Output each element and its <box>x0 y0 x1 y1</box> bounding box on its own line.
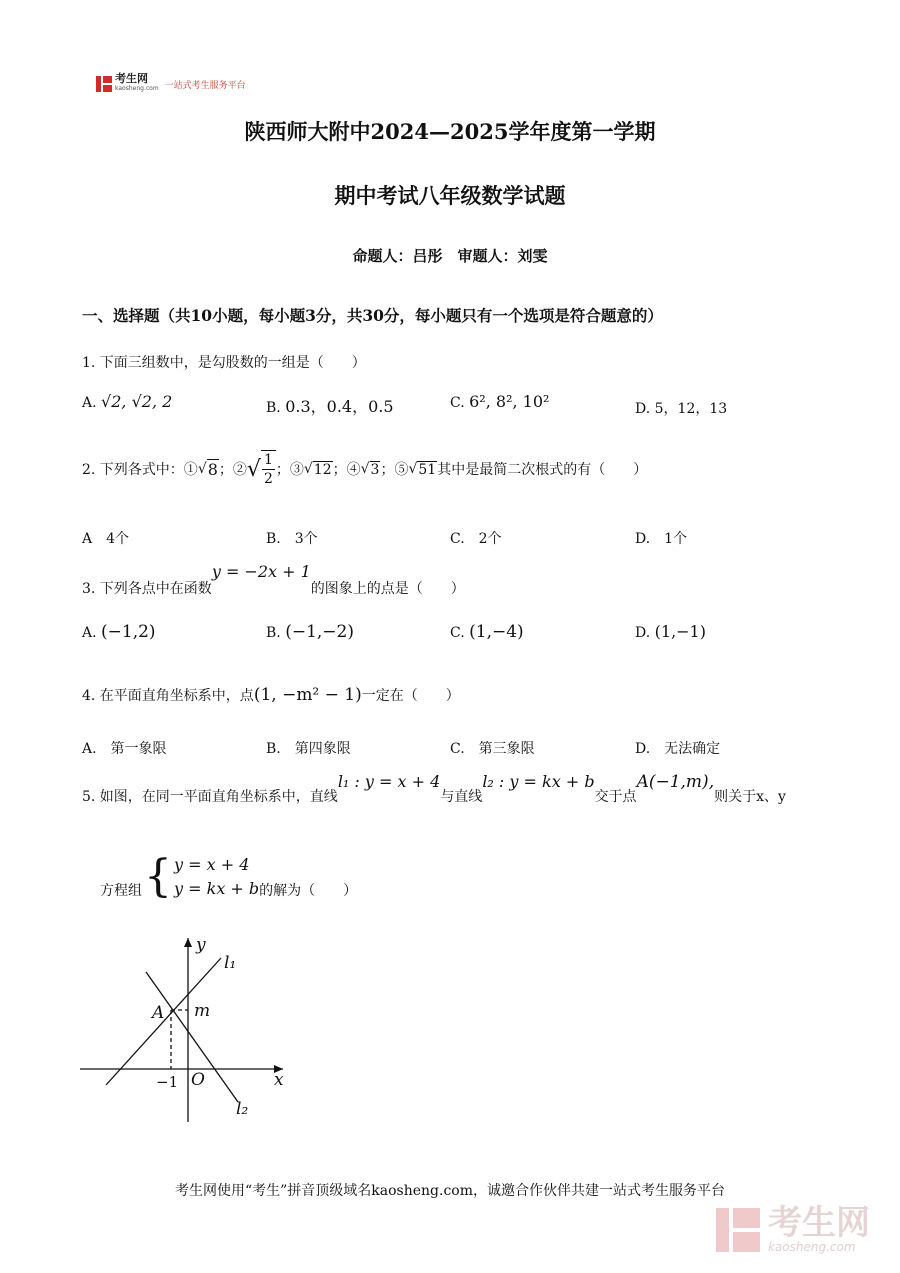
q5-line-l2: l₂ : y = kx + b <box>482 772 595 791</box>
q2-option-c: C. 2个 <box>450 531 502 547</box>
x-axis-label: x <box>274 1070 284 1090</box>
watermark-logo-icon <box>716 1208 760 1252</box>
q1-option-d: D. 5，12，13 <box>635 401 728 417</box>
logo-domain: kaosheng.com <box>115 85 159 92</box>
q3-option-a: A. (−1,2) <box>82 622 156 642</box>
authors-line: 命题人：吕彤 审题人：刘雯 <box>352 247 548 265</box>
logo-name: 考生网 kaosheng.com <box>115 72 159 92</box>
q2-option-b: B. 3个 <box>266 531 318 547</box>
question-2-stem: 2. 下列各式中：① √ 8 ；② √ 1 2 ；③ √ 12 ；④ √ 3 ；⑤ √ 51 其中是最简二次根式的有（ ） <box>82 452 648 487</box>
q1-option-b: B. 0.3，0.4，0.5 <box>266 397 394 416</box>
q2-option-a: A 4个 <box>82 531 130 547</box>
question-4-stem: 4. 在平面直角坐标系中，点 (1, −m² − 1) 一定在（ ） <box>82 685 460 705</box>
page-footer: 考生网使用“考生”拼音顶级域名kaosheng.com，诚邀合作伙伴共建一站式考生服务平台 <box>174 1183 726 1199</box>
logo-slogan: 一站式考生服务平台 <box>164 80 246 91</box>
q3-option-b: B. (−1,−2) <box>266 622 354 642</box>
q2-radical-2: 1 2 <box>261 450 276 488</box>
q2-radical-5: 51 <box>418 461 437 478</box>
q2-radical-4: 3 <box>370 461 380 478</box>
page-subtitle: 期中考试八年级数学试题 <box>334 183 566 208</box>
q5-equation-1: y = x + 4 <box>174 855 250 874</box>
question-5-stem: 5. 如图，在同一平面直角坐标系中，直线 l₁ : y = x + 4 与直线 l₂ : y = kx + b 交于点 A(−1,m), 则关于x、y <box>82 772 786 805</box>
q4-option-c: C. 第三象限 <box>450 741 535 757</box>
q4-point: (1, −m² − 1) <box>253 685 362 705</box>
l2-label: l₂ <box>236 1099 249 1119</box>
neg-one-label: −1 <box>156 1073 179 1091</box>
q1-option-c-expr: 6², 8², 10² <box>469 392 550 411</box>
q3-option-c-expr: (1,−4) <box>469 622 524 642</box>
q1-option-b-expr: 0.3，0.4，0.5 <box>285 397 394 416</box>
q3-option-a-expr: (−1,2) <box>101 622 156 642</box>
q2-option-d: D. 1个 <box>635 531 688 547</box>
q5-figure <box>78 930 308 1130</box>
section-heading: 一、选择题（共10小题，每小题3分，共30分，每小题只有一个选项是符合题意的） <box>82 306 663 325</box>
q3-option-c: C. (1,−4) <box>450 622 524 642</box>
q1-option-c: C. 6², 8², 10² <box>450 392 550 411</box>
q2-radical-1: 8 <box>207 460 218 479</box>
q5-equation-system: 方程组 { y = x + 4 y = kx + b 的解为（ ） <box>100 851 358 902</box>
q5-line-l1: l₁ : y = x + 4 <box>337 772 441 791</box>
q4-option-a: A. 第一象限 <box>82 741 167 757</box>
q1-option-a-expr: √2, √2, 2 <box>101 392 173 411</box>
q5-equation-2: y = kx + b <box>174 879 260 898</box>
q4-option-b: B. 第四象限 <box>266 741 351 757</box>
q4-option-d: D. 无法确定 <box>635 741 721 757</box>
question-1-stem: 1. 下面三组数中，是勾股数的一组是（ ） <box>82 355 366 371</box>
q1-option-d-expr: 5，12，13 <box>654 401 728 417</box>
q3-function: y = −2x + 1 <box>211 562 311 581</box>
y-axis-arrow-icon <box>184 938 192 947</box>
watermark-domain: kaosheng.com <box>768 1240 856 1254</box>
watermark-name: 考生网 kaosheng.com <box>768 1203 870 1254</box>
q2-radical-3: 12 <box>313 461 332 478</box>
q3-option-d: D. (1,−1) <box>635 622 706 641</box>
l1-label: l₁ <box>224 953 237 973</box>
q3-option-b-expr: (−1,−2) <box>285 622 354 642</box>
m-label: m <box>194 1001 211 1021</box>
question-3-stem: 3. 下列各点中在函数 y = −2x + 1 的图象上的点是（ ） <box>82 562 465 597</box>
brand-logo-icon <box>96 76 112 92</box>
watermark <box>716 1203 870 1254</box>
q5-point-a: A(−1,m), <box>636 772 715 792</box>
page-title: 陕西师大附中2024—2025学年度第一学期 <box>244 119 656 144</box>
q1-option-a: A. √2, √2, 2 <box>82 392 173 411</box>
point-a-label: A <box>152 1003 165 1023</box>
q3-option-d-expr: (1,−1) <box>654 622 706 641</box>
origin-label: O <box>191 1070 205 1090</box>
y-axis-label: y <box>196 935 206 955</box>
header-logo <box>96 74 246 94</box>
